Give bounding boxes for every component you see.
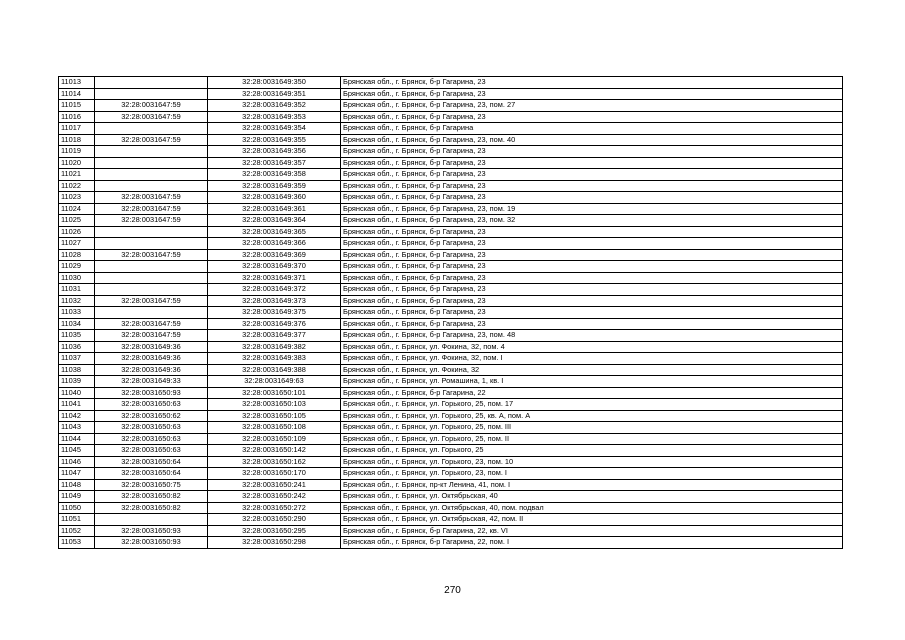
cell-address: Брянская обл., г. Брянск, б-р Гагарина, 23, пом. 27 [341, 100, 843, 112]
cell-cadastral-number: 32:28:0031649:354 [208, 123, 341, 135]
cell-address: Брянская обл., г. Брянск, ул. Горького, 23, пом. 10 [341, 456, 843, 468]
table-row [59, 215, 843, 227]
cell-address: Брянская обл., г. Брянск, б-р Гагарина, 23 [341, 318, 843, 330]
cell-row-number: 11051 [59, 514, 95, 526]
cell-address: Брянская обл., г. Брянск, б-р Гагарина [341, 123, 843, 135]
table-row [59, 433, 843, 445]
cell-row-number: 11023 [59, 192, 95, 204]
cell-cadastral-number: 32:28:0031650:290 [208, 514, 341, 526]
table-row [59, 341, 843, 353]
cell-address: Брянская обл., г. Брянск, ул. Октябрьская, 40 [341, 491, 843, 503]
cell-cadastral-number: 32:28:0031650:105 [208, 410, 341, 422]
cell-parent-cadastral-number: 32:28:0031650:63 [95, 422, 208, 434]
table-row [59, 410, 843, 422]
cell-address: Брянская обл., г. Брянск, ул. Фокина, 32, пом. I [341, 353, 843, 365]
cell-address: Брянская обл., г. Брянск, ул. Горького, 25, пом. II [341, 433, 843, 445]
cell-address: Брянская обл., г. Брянск, б-р Гагарина, 23 [341, 238, 843, 250]
cell-parent-cadastral-number: 32:28:0031650:93 [95, 525, 208, 537]
cell-address: Брянская обл., г. Брянск, б-р Гагарина, 23 [341, 157, 843, 169]
cell-address: Брянская обл., г. Брянск, ул. Октябрьская, 42, пом. II [341, 514, 843, 526]
table-row [59, 272, 843, 284]
table-row [59, 134, 843, 146]
cell-parent-cadastral-number: 32:28:0031647:59 [95, 134, 208, 146]
cell-row-number: 11052 [59, 525, 95, 537]
cell-cadastral-number: 32:28:0031649:375 [208, 307, 341, 319]
cell-address: Брянская обл., г. Брянск, б-р Гагарина, 23 [341, 261, 843, 273]
cell-parent-cadastral-number: 32:28:0031649:36 [95, 353, 208, 365]
cell-parent-cadastral-number: 32:28:0031650:64 [95, 456, 208, 468]
cell-cadastral-number: 32:28:0031649:388 [208, 364, 341, 376]
cell-row-number: 11026 [59, 226, 95, 238]
cell-row-number: 11025 [59, 215, 95, 227]
cell-parent-cadastral-number: 32:28:0031647:59 [95, 192, 208, 204]
cell-parent-cadastral-number: 32:28:0031650:75 [95, 479, 208, 491]
cell-address: Брянская обл., г. Брянск, б-р Гагарина, 23 [341, 169, 843, 181]
cell-parent-cadastral-number [95, 169, 208, 181]
cell-address: Брянская обл., г. Брянск, б-р Гагарина, 23 [341, 146, 843, 158]
cell-address: Брянская обл., г. Брянск, б-р Гагарина, 23 [341, 295, 843, 307]
cell-cadastral-number: 32:28:0031649:361 [208, 203, 341, 215]
cell-row-number: 11038 [59, 364, 95, 376]
cell-cadastral-number: 32:28:0031649:63 [208, 376, 341, 388]
table-row [59, 111, 843, 123]
cell-row-number: 11033 [59, 307, 95, 319]
cell-parent-cadastral-number: 32:28:0031650:64 [95, 468, 208, 480]
cell-cadastral-number: 32:28:0031649:353 [208, 111, 341, 123]
cell-parent-cadastral-number [95, 261, 208, 273]
cell-row-number: 11016 [59, 111, 95, 123]
cell-parent-cadastral-number: 32:28:0031647:59 [95, 330, 208, 342]
cell-cadastral-number: 32:28:0031649:369 [208, 249, 341, 261]
cell-parent-cadastral-number: 32:28:0031647:59 [95, 111, 208, 123]
cell-cadastral-number: 32:28:0031650:298 [208, 537, 341, 549]
cell-row-number: 11049 [59, 491, 95, 503]
cell-address: Брянская обл., г. Брянск, б-р Гагарина, 23 [341, 111, 843, 123]
table-row [59, 525, 843, 537]
cell-parent-cadastral-number: 32:28:0031647:59 [95, 318, 208, 330]
cell-cadastral-number: 32:28:0031649:382 [208, 341, 341, 353]
cell-parent-cadastral-number: 32:28:0031650:63 [95, 433, 208, 445]
cell-cadastral-number: 32:28:0031649:360 [208, 192, 341, 204]
table-row [59, 261, 843, 273]
cell-row-number: 11021 [59, 169, 95, 181]
cell-cadastral-number: 32:28:0031649:351 [208, 88, 341, 100]
cell-row-number: 11053 [59, 537, 95, 549]
cell-cadastral-number: 32:28:0031649:359 [208, 180, 341, 192]
cell-address: Брянская обл., г. Брянск, б-р Гагарина, 23 [341, 272, 843, 284]
table-row [59, 479, 843, 491]
cell-address: Брянская обл., г. Брянск, б-р Гагарина, 23 [341, 226, 843, 238]
page-number: 270 [444, 585, 461, 596]
cell-cadastral-number: 32:28:0031650:162 [208, 456, 341, 468]
cell-row-number: 11030 [59, 272, 95, 284]
cell-row-number: 11046 [59, 456, 95, 468]
cell-parent-cadastral-number [95, 180, 208, 192]
cell-address: Брянская обл., г. Брянск, б-р Гагарина, 23 [341, 192, 843, 204]
cell-cadastral-number: 32:28:0031649:364 [208, 215, 341, 227]
registry-table-body [59, 77, 843, 549]
cell-parent-cadastral-number: 32:28:0031647:59 [95, 203, 208, 215]
cell-cadastral-number: 32:28:0031649:383 [208, 353, 341, 365]
table-row [59, 468, 843, 480]
table-row [59, 445, 843, 457]
cell-cadastral-number: 32:28:0031650:103 [208, 399, 341, 411]
cell-row-number: 11048 [59, 479, 95, 491]
cell-cadastral-number: 32:28:0031650:242 [208, 491, 341, 503]
cell-cadastral-number: 32:28:0031649:355 [208, 134, 341, 146]
cell-address: Брянская обл., г. Брянск, ул. Горького, 25 [341, 445, 843, 457]
cell-parent-cadastral-number: 32:28:0031650:62 [95, 410, 208, 422]
table-row [59, 284, 843, 296]
cell-cadastral-number: 32:28:0031650:170 [208, 468, 341, 480]
table-row [59, 100, 843, 112]
cell-address: Брянская обл., г. Брянск, б-р Гагарина, 23 [341, 249, 843, 261]
cell-cadastral-number: 32:28:0031649:376 [208, 318, 341, 330]
cell-parent-cadastral-number: 32:28:0031647:59 [95, 215, 208, 227]
cell-row-number: 11022 [59, 180, 95, 192]
cell-row-number: 11019 [59, 146, 95, 158]
cell-row-number: 11035 [59, 330, 95, 342]
table-row [59, 192, 843, 204]
cell-row-number: 11045 [59, 445, 95, 457]
cell-address: Брянская обл., г. Брянск, б-р Гагарина, 23, пом. 19 [341, 203, 843, 215]
cell-address: Брянская обл., г. Брянск, ул. Фокина, 32, пом. 4 [341, 341, 843, 353]
cell-address: Брянская обл., г. Брянск, б-р Гагарина, 23, пом. 48 [341, 330, 843, 342]
table-row [59, 330, 843, 342]
cell-cadastral-number: 32:28:0031649:366 [208, 238, 341, 250]
cell-row-number: 11032 [59, 295, 95, 307]
cell-cadastral-number: 32:28:0031649:372 [208, 284, 341, 296]
cell-parent-cadastral-number [95, 238, 208, 250]
table-row [59, 399, 843, 411]
cell-row-number: 11044 [59, 433, 95, 445]
cell-cadastral-number: 32:28:0031649:357 [208, 157, 341, 169]
table-row [59, 169, 843, 181]
cell-cadastral-number: 32:28:0031650:295 [208, 525, 341, 537]
cell-parent-cadastral-number: 32:28:0031650:93 [95, 537, 208, 549]
cell-parent-cadastral-number: 32:28:0031647:59 [95, 100, 208, 112]
cell-cadastral-number: 32:28:0031650:101 [208, 387, 341, 399]
table-row [59, 295, 843, 307]
cell-row-number: 11050 [59, 502, 95, 514]
cell-address: Брянская обл., г. Брянск, ул. Горького, 25, пом. 17 [341, 399, 843, 411]
cell-row-number: 11014 [59, 88, 95, 100]
table-row [59, 249, 843, 261]
cell-row-number: 11029 [59, 261, 95, 273]
cell-cadastral-number: 32:28:0031650:272 [208, 502, 341, 514]
cell-cadastral-number: 32:28:0031649:370 [208, 261, 341, 273]
cell-row-number: 11024 [59, 203, 95, 215]
table-row [59, 318, 843, 330]
cell-address: Брянская обл., г. Брянск, ул. Октябрьская, 40, пом. подвал [341, 502, 843, 514]
cell-cadastral-number: 32:28:0031649:365 [208, 226, 341, 238]
table-row [59, 180, 843, 192]
table-row [59, 123, 843, 135]
table-row [59, 88, 843, 100]
cell-row-number: 11031 [59, 284, 95, 296]
cell-cadastral-number: 32:28:0031649:358 [208, 169, 341, 181]
cell-address: Брянская обл., г. Брянск, ул. Горького, 25, пом. III [341, 422, 843, 434]
cell-address: Брянская обл., г. Брянск, ул. Горького, 23, пом. I [341, 468, 843, 480]
cell-address: Брянская обл., г. Брянск, пр-кт Ленина, 41, пом. I [341, 479, 843, 491]
cell-parent-cadastral-number: 32:28:0031650:82 [95, 502, 208, 514]
table-row [59, 307, 843, 319]
cell-address: Брянская обл., г. Брянск, б-р Гагарина, 23 [341, 307, 843, 319]
cell-address: Брянская обл., г. Брянск, б-р Гагарина, 22 [341, 387, 843, 399]
cell-parent-cadastral-number [95, 88, 208, 100]
cell-parent-cadastral-number: 32:28:0031650:93 [95, 387, 208, 399]
cell-address: Брянская обл., г. Брянск, ул. Фокина, 32 [341, 364, 843, 376]
cell-parent-cadastral-number: 32:28:0031649:36 [95, 364, 208, 376]
table-row [59, 238, 843, 250]
cell-parent-cadastral-number: 32:28:0031650:63 [95, 399, 208, 411]
table-row [59, 502, 843, 514]
cell-address: Брянская обл., г. Брянск, б-р Гагарина, 23 [341, 284, 843, 296]
cell-address: Брянская обл., г. Брянск, б-р Гагарина, 22, кв. VI [341, 525, 843, 537]
cell-row-number: 11018 [59, 134, 95, 146]
cell-address: Брянская обл., г. Брянск, ул. Горького, 25, кв. А, пом. А [341, 410, 843, 422]
cell-parent-cadastral-number [95, 514, 208, 526]
cell-row-number: 11037 [59, 353, 95, 365]
cell-row-number: 11043 [59, 422, 95, 434]
cell-row-number: 11039 [59, 376, 95, 388]
cell-parent-cadastral-number: 32:28:0031650:82 [95, 491, 208, 503]
cell-cadastral-number: 32:28:0031649:371 [208, 272, 341, 284]
table-row [59, 537, 843, 549]
cell-cadastral-number: 32:28:0031649:377 [208, 330, 341, 342]
cell-address: Брянская обл., г. Брянск, б-р Гагарина, 23, пом. 32 [341, 215, 843, 227]
cell-cadastral-number: 32:28:0031650:241 [208, 479, 341, 491]
cell-parent-cadastral-number: 32:28:0031649:36 [95, 341, 208, 353]
cell-parent-cadastral-number [95, 307, 208, 319]
cell-row-number: 11020 [59, 157, 95, 169]
cell-parent-cadastral-number [95, 284, 208, 296]
cell-row-number: 11027 [59, 238, 95, 250]
cell-row-number: 11047 [59, 468, 95, 480]
table-row [59, 203, 843, 215]
cell-parent-cadastral-number [95, 226, 208, 238]
cell-parent-cadastral-number [95, 272, 208, 284]
table-row [59, 491, 843, 503]
cell-row-number: 11034 [59, 318, 95, 330]
cell-cadastral-number: 32:28:0031649:356 [208, 146, 341, 158]
cell-address: Брянская обл., г. Брянск, ул. Ромашина, 1, кв. I [341, 376, 843, 388]
cell-cadastral-number: 32:28:0031650:109 [208, 433, 341, 445]
table-row [59, 376, 843, 388]
table-row [59, 422, 843, 434]
cell-cadastral-number: 32:28:0031650:108 [208, 422, 341, 434]
table-row [59, 456, 843, 468]
cell-parent-cadastral-number [95, 77, 208, 89]
table-row [59, 226, 843, 238]
table-row [59, 77, 843, 89]
table-row [59, 387, 843, 399]
cell-row-number: 11036 [59, 341, 95, 353]
cell-parent-cadastral-number [95, 123, 208, 135]
cell-address: Брянская обл., г. Брянск, б-р Гагарина, 23 [341, 77, 843, 89]
cell-cadastral-number: 32:28:0031649:373 [208, 295, 341, 307]
cell-address: Брянская обл., г. Брянск, б-р Гагарина, 23 [341, 180, 843, 192]
cell-row-number: 11040 [59, 387, 95, 399]
table-row [59, 514, 843, 526]
cell-row-number: 11041 [59, 399, 95, 411]
cell-parent-cadastral-number: 32:28:0031649:33 [95, 376, 208, 388]
cell-row-number: 11013 [59, 77, 95, 89]
cell-cadastral-number: 32:28:0031649:350 [208, 77, 341, 89]
cell-address: Брянская обл., г. Брянск, б-р Гагарина, 23 [341, 88, 843, 100]
cell-address: Брянская обл., г. Брянск, б-р Гагарина, 23, пом. 40 [341, 134, 843, 146]
table-row [59, 157, 843, 169]
cell-parent-cadastral-number: 32:28:0031647:59 [95, 249, 208, 261]
cell-parent-cadastral-number: 32:28:0031650:63 [95, 445, 208, 457]
cell-parent-cadastral-number: 32:28:0031647:59 [95, 295, 208, 307]
registry-table [58, 76, 843, 549]
table-row [59, 146, 843, 158]
cell-parent-cadastral-number [95, 157, 208, 169]
cell-row-number: 11015 [59, 100, 95, 112]
cell-cadastral-number: 32:28:0031650:142 [208, 445, 341, 457]
table-row [59, 353, 843, 365]
cell-cadastral-number: 32:28:0031649:352 [208, 100, 341, 112]
cell-parent-cadastral-number [95, 146, 208, 158]
cell-row-number: 11017 [59, 123, 95, 135]
table-row [59, 364, 843, 376]
cell-address: Брянская обл., г. Брянск, б-р Гагарина, 22, пом. I [341, 537, 843, 549]
cell-row-number: 11042 [59, 410, 95, 422]
cell-row-number: 11028 [59, 249, 95, 261]
